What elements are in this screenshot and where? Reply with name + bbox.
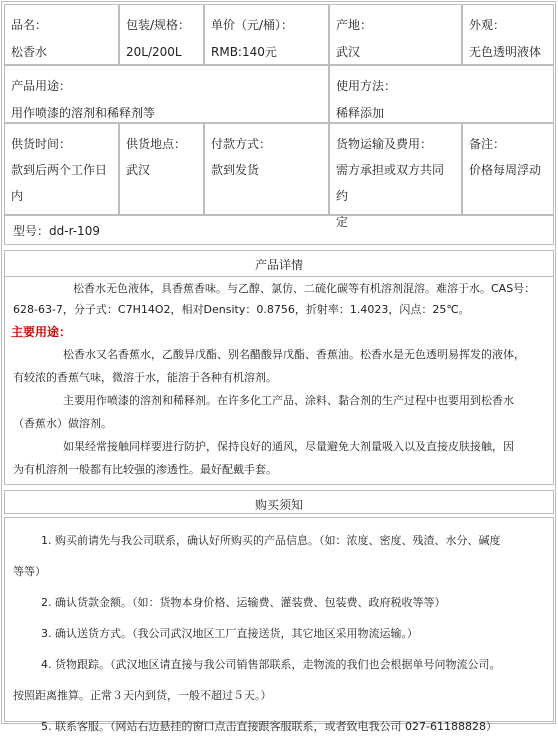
spec-cell-method [329,65,554,123]
spec-value: 定 [336,215,349,229]
purchase-note-1-cont: 等等） [13,565,46,578]
spec-cell-package [119,4,204,65]
purchase-note-4: 4. 货物跟踪。（武汉地区请直接与我公司销售部联系，走物流的我们也会根据单号问物流公司。 [41,658,501,671]
spec-value: 武汉 [126,163,151,177]
spec-label: 付款方式： [211,137,272,151]
spec-cell-remark [462,123,554,215]
model-number: 型号：dd-r-109 [13,224,100,238]
spec-cell-price [204,4,329,65]
purchase-note-4-cont: 按照距离推算。正常３天内到货，一般不超过５天。） [13,689,272,702]
spec-value: 20L/200L [126,45,182,59]
spec-cell-supply-place [119,123,204,215]
spec-value: 武汉 [336,45,361,59]
spec-label: 外观： [469,18,506,32]
spec-cell-supply-time [4,123,119,215]
spec-value: 内 [11,189,24,203]
spec-cell-origin [329,4,462,65]
spec-value: 松香水 [11,45,48,59]
spec-cell-shipping [329,123,462,229]
spec-label: 产地： [336,18,373,32]
spec-label: 货物运输及费用： [336,137,433,151]
spec-value: RMB:140元 [211,45,277,59]
spec-label: 产品用途： [11,79,72,93]
details-section [4,250,554,485]
purchase-note-2: 2. 确认货款金额。（如：货物本身价格、运输费、灌装费、包装费、政府税收等等） [41,596,446,609]
details-intro: 松香水无色液体，具香蕉香味。与乙醇、氯仿、二硫化碳等有机溶剂混溶。难溶于水。CAS号： [73,282,536,295]
purchase-title: 购买须知 [254,498,303,512]
details-paragraph: 松香水又名香蕉水，乙酸异戊酯、别名醋酸异戊酯、香蕉油。松香水是无色透明易挥发的液体， [63,348,525,361]
spec-value: 款到发货 [211,163,260,177]
purchase-title-row [4,490,554,514]
model-row [4,215,554,245]
spec-value: 价格每周浮动 [469,163,542,177]
spec-label: 单价（元/桶）： [211,18,294,32]
details-intro-cont: 628-63-7，分子式：C7H14O2，相对Density：0.8756，折射率：1.4023，闪点：25℃。 [13,303,470,316]
spec-cell-usage [4,65,329,123]
spec-label: 包装/规格： [126,18,191,32]
spec-cell-payment [204,123,329,215]
spec-label: 使用方法： [336,79,397,93]
spec-value: 用作喷漆的溶剂和稀释剂等 [11,106,156,120]
usage-heading: 主要用途： [11,325,72,339]
purchase-note-1: 1. 购买前请先与我公司联系，确认好所购买的产品信息。（如：浓度、密度、残渣、水分、碱度 [41,534,501,547]
purchase-note-5: 5. 联系客服。（网站右边悬挂的窗口点击直接跟客服联系，或者致电我公司 027-61188828） [41,720,497,733]
spec-value: 需方承担或双方共同约 [336,163,445,203]
spec-value: 无色透明液体 [469,45,542,59]
spec-label: 供货地点： [126,137,187,151]
details-paragraph-cont: 有较浓的香蕉气味，微溶于水，能溶于各种有机溶剂。 [13,371,277,384]
spec-label: 供货时间： [11,137,72,151]
spec-cell-name [4,4,119,65]
details-paragraph: 如果经常接触同样要进行防护，保持良好的通风，尽量避免大剂量吸入以及直接皮肤接触，因 [63,440,514,453]
spec-label: 备注： [469,137,506,151]
purchase-notes [4,517,554,733]
purchase-note-3: 3. 确认送货方式。（我公司武汉地区工厂直接送货，其它地区采用物流运输。） [41,627,418,640]
spec-value: 稀释添加 [336,106,385,120]
details-paragraph-cont: （香蕉水）做溶剂。 [13,417,112,430]
spec-label: 品名： [11,18,48,32]
spec-value: 款到后两个工作日 [11,163,108,177]
details-paragraph-cont: 为有机溶剂一般都有比较强的渗透性。最好配戴手套。 [13,463,277,476]
details-paragraph: 主要用作喷漆的溶剂和稀释剂。在许多化工产品、涂料、黏合剂的生产过程中也要用到松香水 [63,394,514,407]
details-title: 产品详情 [254,258,303,272]
spec-cell-appearance [462,4,554,65]
